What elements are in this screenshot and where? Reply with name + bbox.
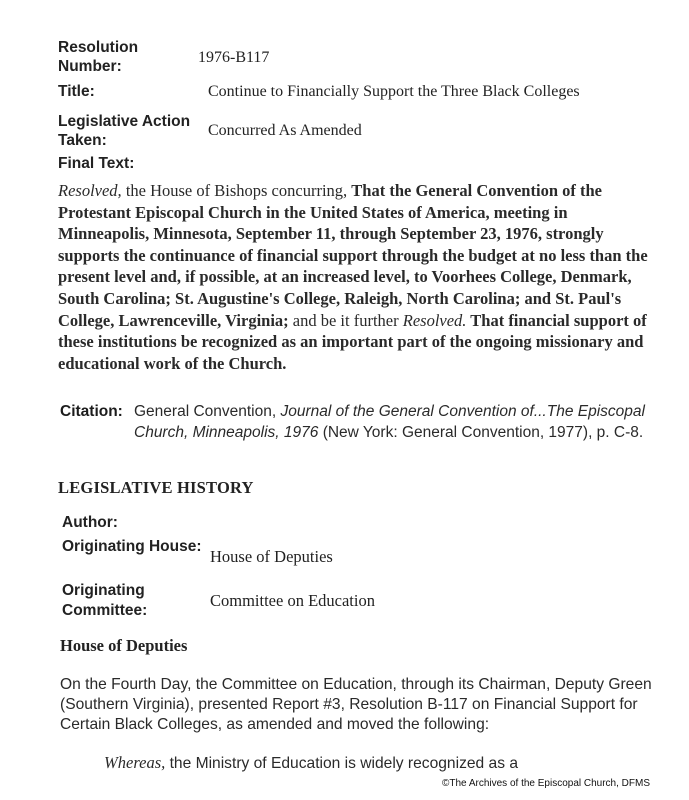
title-label: Title: [58, 83, 95, 100]
further-text: and be it further [288, 310, 403, 330]
house-of-deputies-heading: House of Deputies [60, 636, 188, 655]
citation-text [134, 401, 654, 443]
resolved-italic-2: Resolved. [402, 310, 467, 330]
citation-post: (New York: General Convention, 1977), p. C-8. [318, 424, 644, 441]
originating-house-label: Originating House: [62, 538, 202, 555]
originating-committee-label: Originating Committee: [62, 582, 148, 619]
resolution-title: Continue to Financially Support the Three Black Colleges [208, 83, 580, 100]
citation [60, 401, 660, 443]
originating-committee-row [62, 581, 662, 621]
legislative-history-heading: LEGISLATIVE HISTORY [58, 478, 254, 497]
resolution-number: 1976-B117 [198, 49, 270, 66]
whereas-clause [104, 753, 664, 774]
whereas-italic: Whereas, [104, 753, 166, 772]
originating-house-row [62, 537, 662, 577]
final-text-label: Final Text: [58, 155, 135, 172]
archive-watermark: ©The Archives of the Episcopal Church, DFMS [442, 778, 651, 789]
author-row [62, 513, 662, 535]
citation-journal: Journal of the General Convention of...The Episcopal Church, Minneapolis, 1976 [134, 403, 645, 441]
citation-pre: General Convention, [134, 403, 281, 420]
resolution-number-row [58, 38, 658, 76]
final-text-body [58, 181, 658, 375]
resolution-metadata [58, 38, 658, 173]
action-row [58, 112, 658, 150]
originating-house: House of Deputies [210, 547, 333, 566]
author-label: Author: [62, 514, 118, 531]
resolution-number-label: Resolution Number: [58, 39, 139, 75]
resolution-body-bold-2: That financial support of these institutions be recognized as an important part of the ongoing missionary and educational work of the Church. [58, 310, 647, 373]
legislative-history-table [62, 513, 662, 621]
legislative-action: Concurred As Amended [208, 122, 362, 139]
resolution-body-bold: That the General Convention of the Protestant Episcopal Church in the United States of America, meeting in Minneapolis, Minnesota, September 11, through September 23, 1976, strongly supports the continuance of financial support through the budget at no less than the present level and, if possible, at an increased level, to Voorhees College, Denmark, South Carolina; St. Augustine's College, Raleigh, North Carolina; and St. Paul's College, Lawrenceville, Virginia; [58, 181, 648, 330]
resolved-italic: Resolved, [58, 181, 122, 200]
citation-label: Citation: [60, 403, 123, 420]
title-row [58, 82, 658, 106]
final-text-row [58, 154, 658, 173]
action-label: Legislative Action Taken: [58, 113, 191, 149]
whereas-text: the Ministry of Education is widely recognized as a [165, 755, 519, 772]
deputies-narrative: On the Fourth Day, the Committee on Education, through its Chairman, Deputy Green (Southern Virginia), presented Report #3, Resolution B-117 on Financial Support for Certain Black Colleges, as amended and moved the following: [60, 676, 652, 733]
originating-committee: Committee on Education [210, 591, 375, 610]
concurring-text: the House of Bishops concurring, [121, 181, 352, 200]
